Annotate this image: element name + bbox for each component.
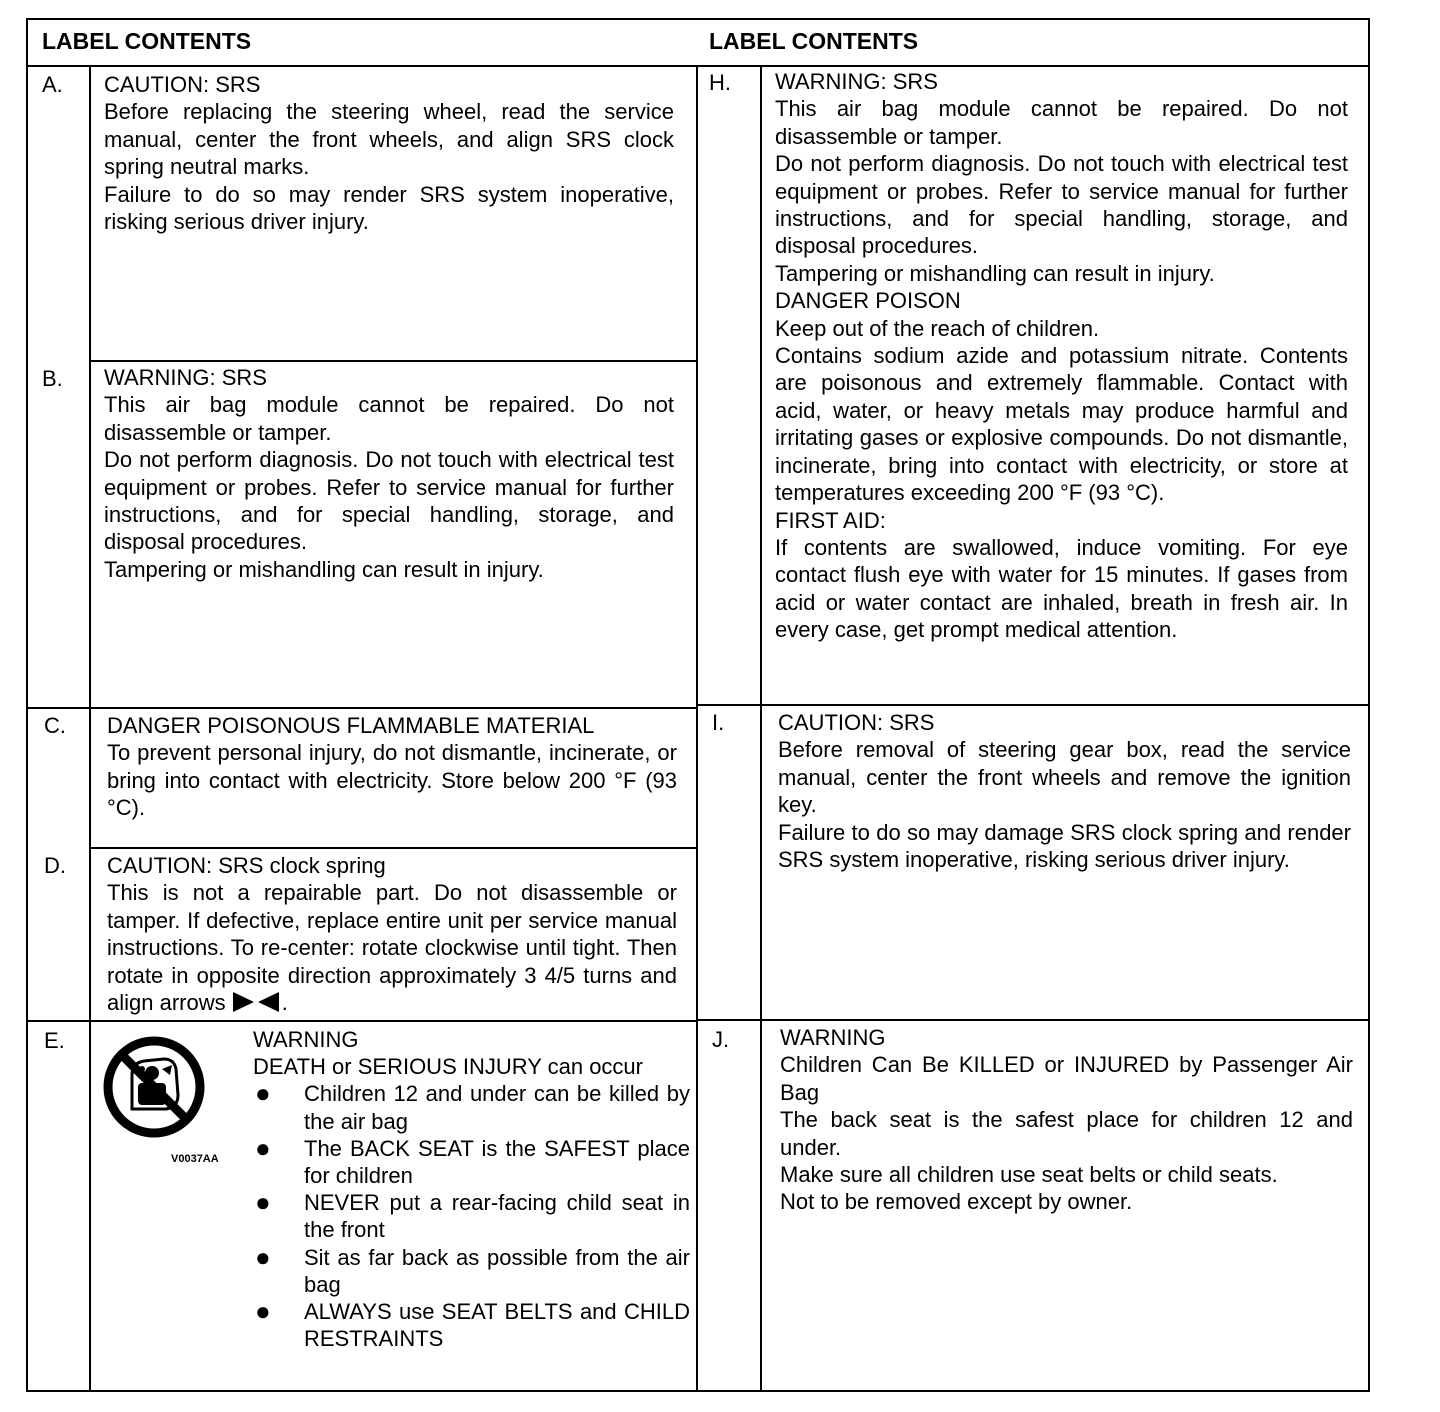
label-h-paragraph: Keep out of the reach of children. <box>775 315 1100 341</box>
label-a-title: CAUTION: SRS <box>104 72 261 97</box>
label-h-paragraph: Tampering or mishandling can result in injury. <box>775 260 1215 286</box>
label-j-paragraph: The back seat is the safest place for children 12 and under. <box>780 1107 1353 1160</box>
divider-d-e <box>26 1020 697 1022</box>
label-j-paragraph: Not to be removed except by owner. <box>780 1189 1133 1215</box>
list-item: ● Sit as far back as possible from the air bag <box>255 1241 690 1297</box>
label-b-paragraph: Tampering or mishandling can result in injury. <box>104 556 544 582</box>
label-e-intro: DEATH or SERIOUS INJURY can occur <box>253 1054 643 1080</box>
label-e-title: WARNING <box>253 1027 359 1052</box>
list-item: ● NEVER put a rear-facing child seat in the front <box>255 1187 690 1243</box>
header-label-contents-left: LABEL CONTENTS <box>42 28 252 54</box>
label-letter-i: I. <box>712 710 725 735</box>
list-item: ● The BACK SEAT is the SAFEST place for children <box>255 1132 690 1189</box>
label-b-title: WARNING: SRS <box>104 365 267 390</box>
label-b-paragraph: Do not perform diagnosis. Do not touch with electrical test equipment or probes. Refer to service manual for further instructions, and for special handling, storage, and disposal procedures. <box>104 447 674 555</box>
label-j-content <box>780 1024 1353 1216</box>
center-divider <box>696 65 698 1392</box>
divider-a-b <box>89 360 697 362</box>
left-letter-column-divider <box>89 65 91 1392</box>
label-a-paragraph: Failure to do so may render SRS system inoperative, risking serious driver injury. <box>104 181 674 235</box>
label-e-content <box>253 1026 690 1352</box>
label-i-content <box>778 709 1351 873</box>
label-h-paragraph: If contents are swallowed, induce vomiting. For eye contact flush eye with water for 15 minutes. If gases from acid or water contact are inhaled, breath in fresh air. In every case, get prompt medical attention. <box>775 534 1348 643</box>
right-letter-column-divider <box>760 65 762 1392</box>
label-b-content <box>104 364 674 583</box>
label-letter-h: H. <box>709 70 731 95</box>
label-a-content <box>104 71 674 235</box>
label-a-paragraph: Before replacing the steering wheel, read the service manual, center the front wheels, and align SRS clock spring neutral marks. <box>104 99 674 180</box>
divider-h-i <box>697 704 1370 706</box>
header-divider <box>26 65 1370 67</box>
label-e-bullet-list <box>253 1080 690 1352</box>
label-i-paragraph: Failure to do so may damage SRS clock spring and render SRS system inoperative, risking serious driver injury. <box>778 819 1351 873</box>
divider-c-d <box>89 847 697 849</box>
label-j-title: WARNING <box>780 1025 886 1050</box>
label-h-first-aid-title: FIRST AID: <box>775 507 886 533</box>
label-letter-e: E. <box>44 1028 65 1053</box>
label-letter-j: J. <box>712 1027 730 1052</box>
label-d-paragraph: This is not a repairable part. Do not disassemble or tamper. If defective, replace entire unit per service manual instructions. To re-center: rotate clockwise until tight. Then rotate in opposite direction approximately 3 4/5 turns and align arrows . <box>107 880 677 1016</box>
label-h-paragraph: This air bag module cannot be repaired. Do not disassemble or tamper. <box>775 96 1348 149</box>
bullet-icon: ● <box>255 1296 271 1327</box>
label-i-title: CAUTION: SRS <box>778 710 935 735</box>
label-c-paragraph: To prevent personal injury, do not dismantle, incinerate, or bring into contact with electricity. Store below 200 °F (93 °C). <box>107 740 677 821</box>
label-d-text: This is not a repairable part. Do not disassemble or tamper. If defective, replace entire unit per service manual instructions. To re-center: rotate clockwise until tight. Then rotate in opposite direction approximately 3 4/5 turns and align arrows <box>107 880 677 1016</box>
label-j-paragraph: Children Can Be KILLED or INJURED by Passenger Air Bag <box>780 1052 1353 1105</box>
bullet-icon: ● <box>255 1078 271 1109</box>
label-h-paragraph: Contains sodium azide and potassium nitrate. Contents are poisonous and extremely flammable. Contact with acid, water, or heavy metals may produce harmful and irritating gases or explosive compounds. Do not dismantle, incinerate, bring into contact with electricity, or store at temperatures exceeding 200 °F (93 °C). <box>775 343 1348 506</box>
label-j-paragraph: Make sure all children use seat belts or child seats. <box>780 1162 1278 1188</box>
label-d-title: CAUTION: SRS clock spring <box>107 853 386 878</box>
label-h-title: WARNING: SRS <box>775 69 938 94</box>
label-d-content <box>107 852 677 1016</box>
no-child-front-seat-icon <box>102 1035 206 1139</box>
divider-i-j <box>697 1019 1370 1021</box>
label-letter-a: A. <box>42 72 63 97</box>
label-letter-b: B. <box>42 366 63 391</box>
align-arrows-icon <box>232 991 282 1013</box>
label-h-content <box>775 68 1348 644</box>
label-letter-d: D. <box>44 853 66 878</box>
label-c-content <box>107 712 677 822</box>
bullet-icon: ● <box>255 1187 271 1218</box>
divider-b-c <box>26 707 697 709</box>
label-letter-c: C. <box>44 713 66 738</box>
bullet-icon: ● <box>255 1132 271 1163</box>
icon-code: V0037AA <box>171 1153 219 1165</box>
bullet-icon: ● <box>255 1241 271 1272</box>
label-b-paragraph: This air bag module cannot be repaired. Do not disassemble or tamper. <box>104 392 674 445</box>
list-item: ● Children 12 and under can be killed by the air bag <box>255 1078 690 1134</box>
label-h-danger-title: DANGER POISON <box>775 288 961 314</box>
label-h-paragraph: Do not perform diagnosis. Do not touch with electrical test equipment or probes. Refer to service manual for further instructions, and for special handling, storage, and disposal procedures. <box>775 151 1348 259</box>
list-item: ● ALWAYS use SEAT BELTS and CHILD RESTRAINTS <box>255 1296 690 1352</box>
label-i-paragraph: Before removal of steering gear box, read the service manual, center the front wheels and remove the ignition key. <box>778 737 1351 818</box>
label-c-title: DANGER POISONOUS FLAMMABLE MATERIAL <box>107 713 595 738</box>
header-label-contents-right: LABEL CONTENTS <box>709 28 919 54</box>
